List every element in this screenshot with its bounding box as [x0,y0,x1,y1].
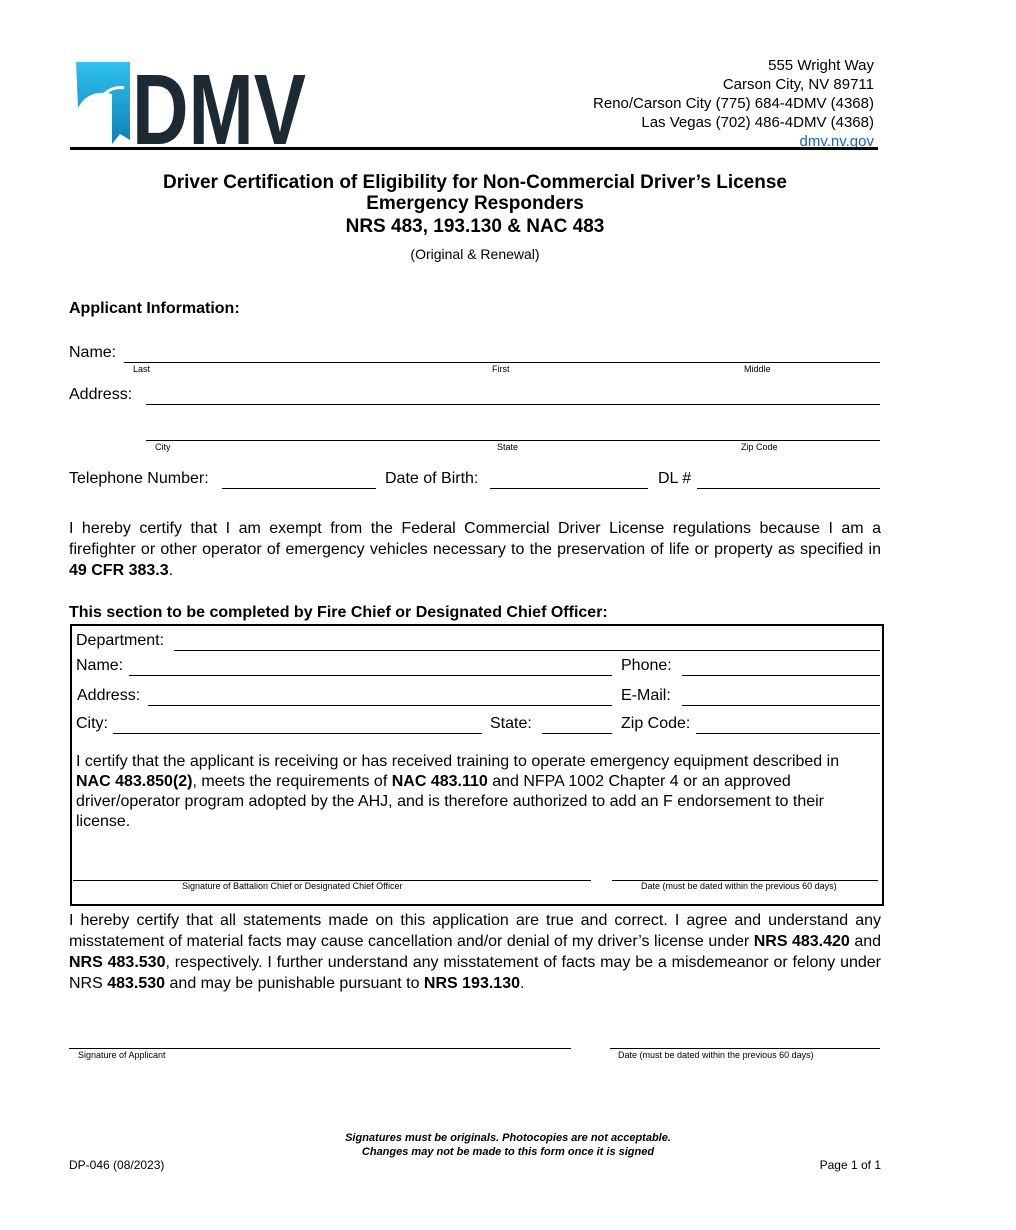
logo-text: DMV [132,54,307,166]
chief-email-label: E-Mail: [621,687,671,704]
phone-vegas: Las Vegas (702) 486-4DMV (4368) [641,114,874,131]
chief-email-field[interactable] [682,689,880,706]
chief-zip-field[interactable] [696,717,880,734]
department-label: Department: [76,632,165,649]
header-divider [70,147,878,150]
telephone-label: Telephone Number: [69,470,209,487]
applicant-name-field[interactable] [124,346,880,363]
chief-signature-field[interactable] [73,864,591,881]
form-subtitle: (Original & Renewal) [410,246,540,262]
applicant-certification-text: I hereby certify that all statements made on this application are true and correct. I agree and understand any misstatement of material facts may cause cancellation and/or denial of my driver’s license under NRS 483.420 and NRS 483.530, respectively. I further understand any misstatement of facts may be a misdemeanor or felony under NRS 483.530 and may be punishable pursuant to NRS 193.130. [69,912,882,992]
applicant-address-field-line2[interactable] [146,424,880,441]
chief-name-label: Name: [76,657,124,674]
applicant-date-field[interactable] [610,1032,880,1049]
form-title-line3: NRS 483, 193.130 & NAC 483 [345,216,605,237]
dl-label: DL # [658,470,692,487]
chief-certification-text: I certify that the applicant is receiving or has received training to operate emergency equipment described in NAC 483.850(2), meets the requirements of NAC 483.110 and NFPA 1002 Chapter 4 or an approved driver/operator program adopted by the AHJ, and is therefore authorized to add an F endorsement to their license. [76,753,840,830]
telephone-field[interactable] [222,472,376,489]
chief-zip-label: Zip Code: [621,715,691,732]
city-caption: City [155,442,171,452]
applicant-name-label: Name: [69,344,117,361]
dob-label: Date of Birth: [385,470,479,487]
chief-state-field[interactable] [542,717,612,734]
chief-phone-field[interactable] [682,659,880,676]
exempt-certification-text: I hereby certify that I am exempt from the Federal Commercial Driver License regulations because I am a firefighter or other operator of emergency vehicles necessary to the preservation of life or property as specified in 49 CFR 383.3. [69,520,881,579]
signature-notice-line1: Signatures must be originals. Photocopies are not acceptable. [345,1132,671,1144]
applicant-signature-caption: Signature of Applicant [78,1050,166,1060]
chief-date-caption: Date (must be dated within the previous 60 days) [641,881,837,891]
chief-city-label: City: [76,715,108,732]
dob-field[interactable] [490,472,648,489]
chief-signature-caption: Signature of Battalion Chief or Designated Chief Officer [182,881,403,891]
last-caption: Last [133,364,151,374]
page-number: Page 1 of 1 [819,1158,881,1172]
address-line1: 555 Wright Way [768,57,874,74]
applicant-heading: Applicant Information: [69,300,240,317]
chief-state-label: State: [490,715,532,732]
chief-city-field[interactable] [113,717,482,734]
form-title-line1: Driver Certification of Eligibility for Non-Commercial Driver’s License [163,172,787,193]
chief-address-field[interactable] [148,689,612,706]
chief-address-label: Address: [77,687,141,704]
agency-contact-block [593,56,874,151]
state-caption: State [497,442,519,452]
middle-caption: Middle [744,364,771,374]
applicant-signature-field[interactable] [69,1032,571,1049]
chief-name-field[interactable] [129,659,612,676]
applicant-address-label: Address: [69,386,133,403]
chief-phone-label: Phone: [621,657,672,674]
signature-notice-line2: Changes may not be made to this form once it is signed [361,1146,655,1158]
chief-date-field[interactable] [612,864,878,881]
form-title-line2: Emergency Responders [366,193,584,214]
applicant-date-caption: Date (must be dated within the previous 60 days) [618,1050,814,1060]
applicant-address-field[interactable] [146,388,880,405]
department-field[interactable] [174,634,880,651]
phone-reno: Reno/Carson City (775) 684-4DMV (4368) [593,95,874,112]
website-link[interactable]: dmv.nv.gov [799,133,874,150]
chief-section-heading: This section to be completed by Fire Chief or Designated Chief Officer: [69,604,608,621]
form-id: DP-046 (08/2023) [69,1158,165,1172]
zip-caption: Zip Code [741,442,778,452]
first-caption: First [492,364,510,374]
dl-number-field[interactable] [697,472,880,489]
dmv-logo [72,54,308,166]
dmv-logo-mark [72,54,308,166]
address-line2: Carson City, NV 89711 [722,76,874,93]
